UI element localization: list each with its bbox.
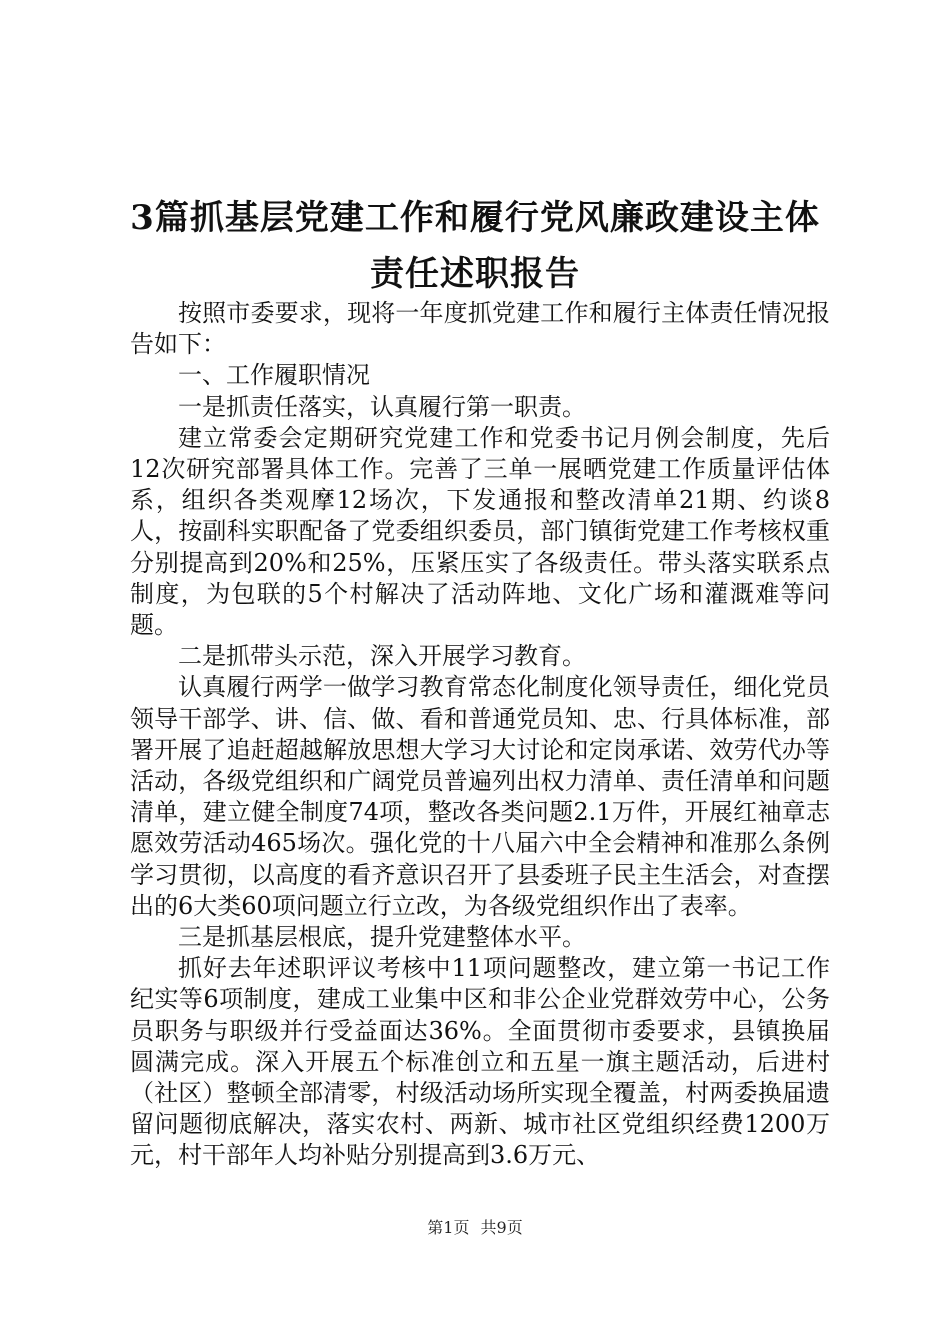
subheading-3: 三是抓基层根底，提升党建整体水平。: [178, 923, 586, 952]
total-pages: 共9页: [480, 1218, 523, 1237]
document-title-line-2: 责任述职报告: [370, 254, 580, 294]
paragraph-2: 认真履行两学一做学习教育常态化制度化领导责任，细化党员领导干部学、讲、信、做、看和普通党员知、忠、行具体标准，部署开展了追赶超越解放思想大学习大讨论和定岗承诺、效劳代办等活动，各级党组织和广阔党员普遍列出权力清单、责任清单和问题清单，建立健全制度74项，整改各类问题2.1万件，开展红袖章志愿效劳活动465场次。强化党的十八届六中全会精神和准那么条例学习贯彻，以高度的看齐意识召开了县委班子民主生活会，对查摆出的6大类60项问题立行立改，为各级党组织作出了表率。: [130, 673, 830, 920]
subheading-2: 二是抓带头示范，深入开展学习教育。: [178, 642, 586, 671]
section-heading: 一、工作履职情况: [178, 361, 370, 390]
subheading-1: 一是抓责任落实，认真履行第一职责。: [178, 392, 586, 421]
document-body: [130, 298, 830, 1172]
page-number: 第1页: [427, 1218, 470, 1237]
paragraph-intro: 按照市委要求，现将一年度抓党建工作和履行主体责任情况报告如下：: [130, 299, 830, 359]
paragraph-3: 抓好去年述职评议考核中11项问题整改，建立第一书记工作纪实等6项制度，建成工业集中区和非公企业党群效劳中心，公务员职务与职级并行受益面达36%。全面贯彻市委要求，县镇换届圆满完成。深入开展五个标准创立和五星一旗主题活动，后进村（社区）整顿全部清零，村级活动场所实现全覆盖，村两委换届遗留问题彻底解决，落实农村、两新、城市社区党组织经费1200万元，村干部年人均补贴分别提高到3.6万元、: [130, 954, 830, 1170]
document-title-line-1: 3篇抓基层党建工作和履行党风廉政建设主体: [130, 198, 820, 238]
page-footer: [0, 1215, 950, 1238]
paragraph-1: 建立常委会定期研究党建工作和党委书记月例会制度，先后12次研究部署具体工作。完善了三单一展晒党建工作质量评估体系，组织各类观摩12场次，下发通报和整改清单21期、约谈8人，按副科实职配备了党委组织委员，部门镇街党建工作考核权重分别提高到20%和25%，压紧压实了各级责任。带头落实联系点制度，为包联的5个村解决了活动阵地、文化广场和灌溉难等问题。: [130, 423, 830, 640]
